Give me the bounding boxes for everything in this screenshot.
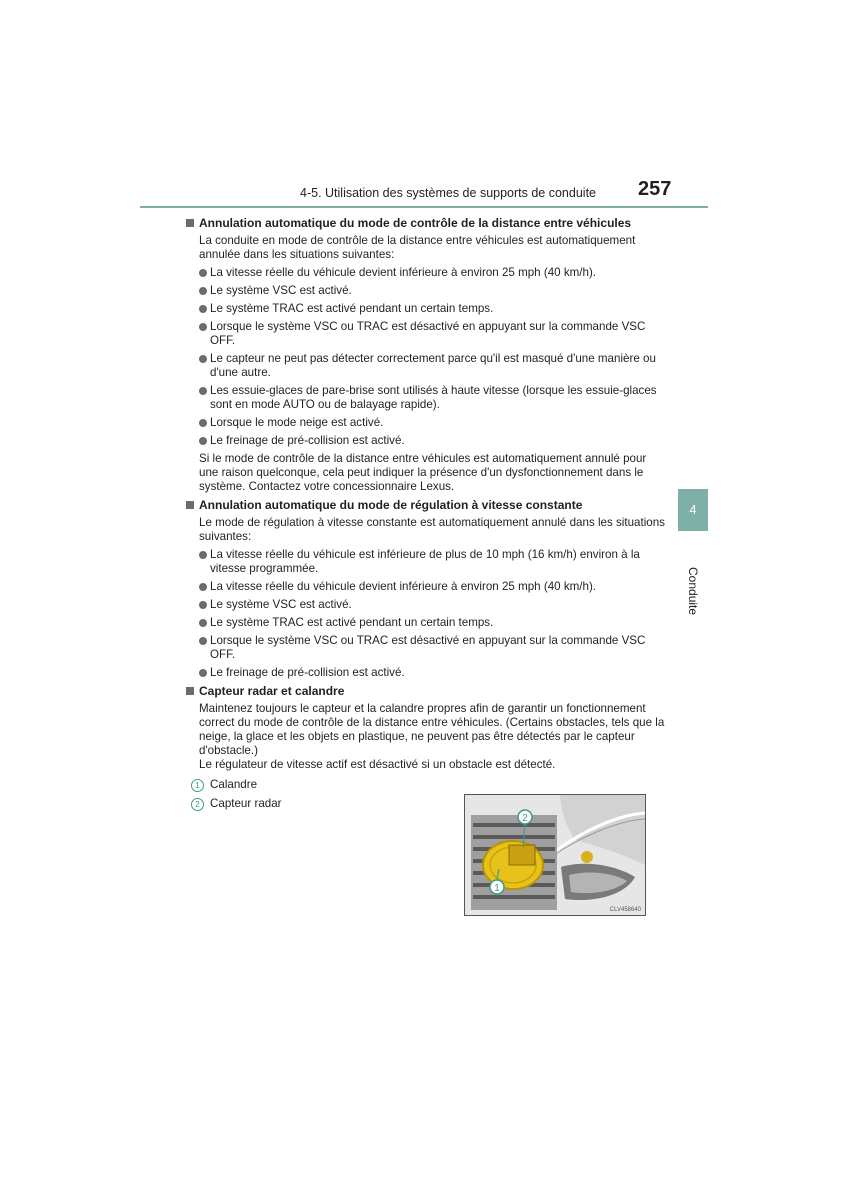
bullet-icon — [199, 269, 207, 277]
bullet-icon — [199, 583, 207, 591]
section-intro: Le mode de régulation à vitesse constante est automatiquement annulé dans les situations suivantes: — [199, 516, 665, 543]
section-auto-cancel-constant-speed — [186, 498, 666, 680]
section-radar-sensor — [186, 684, 666, 772]
callout-number-icon: 2 — [191, 798, 204, 811]
bullet-icon — [199, 287, 207, 295]
list-item: Les essuie-glaces de pare-brise sont utilisés à haute vitesse (lorsque les essuie-glaces sont en mode AUTO ou de balayage rapide). — [186, 384, 666, 412]
section-title: Annulation automatique du mode de régulation à vitesse constante — [186, 498, 666, 513]
list-item: Lorsque le système VSC ou TRAC est désactivé en appuyant sur la commande VSC OFF. — [186, 320, 666, 348]
bullet-icon — [199, 387, 207, 395]
callout-1-label: 1 — [494, 883, 500, 894]
list-item: Le freinage de pré-collision est activé. — [186, 666, 666, 680]
bullet-icon — [199, 355, 207, 363]
chapter-tab: 4 — [678, 489, 708, 531]
section-paragraph: Le régulateur de vitesse actif est désactivé si un obstacle est détecté. — [199, 758, 556, 771]
list-item: Lorsque le système VSC ou TRAC est désactivé en appuyant sur la commande VSC OFF. — [186, 634, 666, 662]
bullet-icon — [199, 305, 207, 313]
list-item: Le système TRAC est activé pendant un certain temps. — [186, 302, 666, 316]
page-number: 257 — [638, 178, 672, 200]
bullet-icon — [199, 551, 207, 559]
bullet-icon — [199, 437, 207, 445]
chapter-label: Conduite — [686, 567, 700, 616]
bullet-icon — [199, 601, 207, 609]
legend-label: Calandre — [210, 778, 258, 791]
radar-sensor-figure — [464, 794, 646, 916]
list-item: Le système VSC est activé. — [186, 284, 666, 298]
bullet-list — [186, 266, 666, 448]
section-title: Capteur radar et calandre — [186, 684, 666, 699]
legend-item — [191, 778, 666, 792]
list-item: La vitesse réelle du véhicule est inférieure de plus de 10 mph (16 km/h) environ à la vitesse programmée. — [186, 548, 666, 576]
list-item: La vitesse réelle du véhicule devient inférieure à environ 25 mph (40 km/h). — [186, 266, 666, 280]
header-rule — [140, 206, 708, 208]
bullet-icon — [199, 637, 207, 645]
section-intro: La conduite en mode de contrôle de la distance entre véhicules est automatiquement annulée dans les situations suivantes: — [199, 234, 636, 261]
list-item: Le système TRAC est activé pendant un certain temps. — [186, 616, 666, 630]
list-item: Le freinage de pré-collision est activé. — [186, 434, 666, 448]
section-paragraph: Maintenez toujours le capteur et la calandre propres afin de garantir un fonctionnement correct du mode de contrôle de la distance entre véhicules. (Certains obstacles, tels que la neige, la glace et les objets en plastique, ne peuvent pas être détectés par le capteur d'obstacle.) — [199, 702, 665, 757]
radar-sensor-illustration — [465, 795, 645, 915]
list-item: Le capteur ne peut pas détecter correctement parce qu'il est masqué d'une manière ou d'une autre. — [186, 352, 666, 380]
legend-label: Capteur radar — [210, 797, 282, 810]
bullet-icon — [199, 669, 207, 677]
bullet-icon — [199, 419, 207, 427]
callout-number-icon: 1 — [191, 779, 204, 792]
figure-code: CLV458640 — [609, 907, 641, 913]
square-bullet-icon — [186, 219, 194, 227]
section-title: Annulation automatique du mode de contrôle de la distance entre véhicules — [186, 216, 666, 231]
section-outro: Si le mode de contrôle de la distance entre véhicules est automatiquement annulé pour une raison quelconque, cela peut indiquer la présence d'un dysfonctionnement dans le système. Contactez votre concessionnaire Lexus. — [199, 452, 647, 493]
running-header: 4-5. Utilisation des systèmes de supports de conduite — [300, 186, 596, 200]
section-auto-cancel-distance — [186, 216, 666, 494]
bullet-list — [186, 548, 666, 680]
list-item: Le système VSC est activé. — [186, 598, 666, 612]
main-content — [186, 216, 666, 816]
square-bullet-icon — [186, 687, 194, 695]
callout-2-label: 2 — [522, 813, 528, 824]
bullet-icon — [199, 323, 207, 331]
list-item: Lorsque le mode neige est activé. — [186, 416, 666, 430]
list-item: La vitesse réelle du véhicule devient inférieure à environ 25 mph (40 km/h). — [186, 580, 666, 594]
square-bullet-icon — [186, 501, 194, 509]
bullet-icon — [199, 619, 207, 627]
